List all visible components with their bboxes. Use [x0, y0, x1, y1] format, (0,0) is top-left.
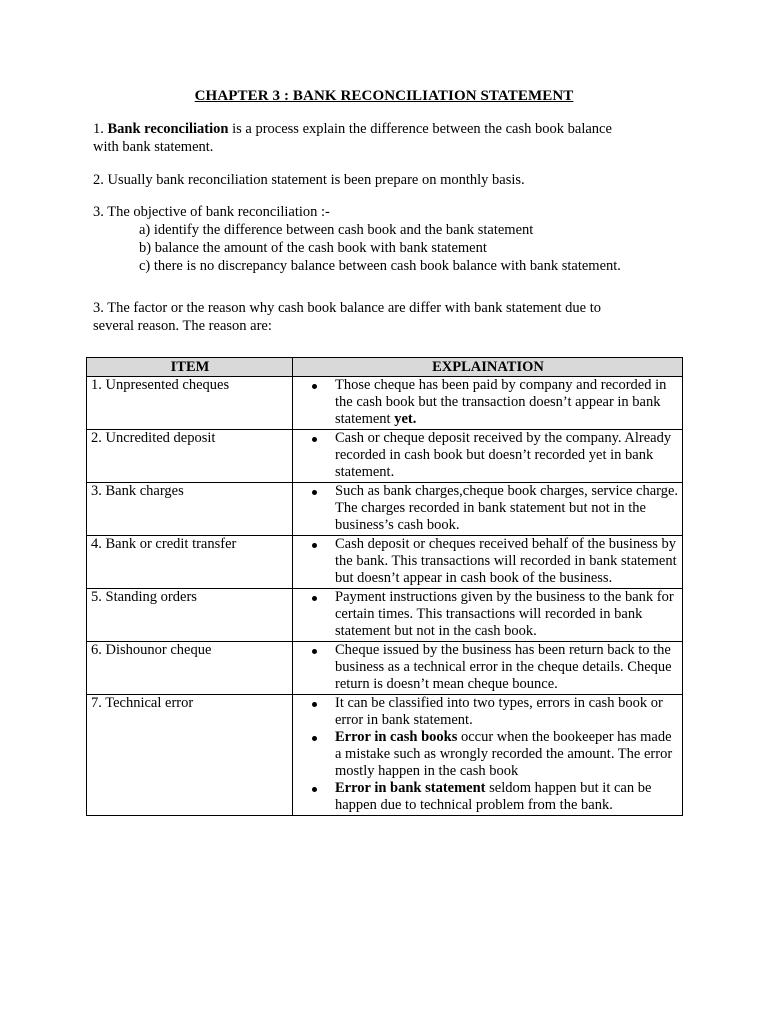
explanation-bold-term: Error in cash books	[335, 729, 458, 745]
explanation-list	[297, 377, 679, 428]
explanation-text: occur when the bookeeper has made a mistake such as wrongly recorded the amount. The error mostly happen in the cash book	[335, 729, 673, 779]
paragraph-4-line-1: 3. The factor or the reason why cash book balance are differ with bank statement due to	[93, 300, 601, 316]
explanation-point	[335, 642, 679, 693]
table-row	[87, 589, 683, 642]
paragraph-1-number: 1.	[93, 121, 108, 137]
table-row	[87, 377, 683, 430]
explanation-text: Cash deposit or cheques received behalf of the business by the bank. This transactions will recorded in bank statement but doesn’t appear in cash book of the business.	[335, 536, 677, 586]
objective-item-b: b) balance the amount of the cash book with bank statement	[139, 240, 487, 256]
explanation-point	[335, 430, 679, 481]
item-cell: 7. Technical error	[87, 695, 293, 816]
item-cell: 1. Unpresented cheques	[87, 377, 293, 430]
bullet-icon	[312, 702, 317, 707]
explanation-point	[335, 483, 679, 534]
explanation-list	[297, 642, 679, 693]
explanation-point	[335, 695, 679, 729]
explanation-cell	[293, 377, 683, 430]
explanation-list	[297, 695, 679, 814]
objective-item-c: c) there is no discrepancy balance between cash book balance with bank statement.	[139, 258, 621, 274]
explanation-cell	[293, 589, 683, 642]
bullet-icon	[312, 437, 317, 442]
explanation-text: Cheque issued by the business has been return back to the business as a technical error in the cheque details. Cheque return is doesn’t mean cheque bounce.	[335, 642, 672, 692]
explanation-text: Payment instructions given by the business to the bank for certain times. This transactions will recorded in bank statement but not in the cash book.	[335, 589, 674, 639]
explanation-text: Such as bank charges,cheque book charges, service charge. The charges recorded in bank statement but not in the business’s cash book.	[335, 483, 679, 533]
paragraph-1-term: Bank reconciliation	[107, 121, 229, 137]
explanation-list	[297, 536, 679, 587]
chapter-title: CHAPTER 3 : BANK RECONCILIATION STATEMENT	[194, 88, 574, 104]
explanation-point	[335, 780, 679, 814]
explanation-cell	[293, 536, 683, 589]
bullet-icon	[312, 543, 317, 548]
bullet-icon	[312, 649, 317, 654]
explanation-point	[335, 589, 679, 640]
item-cell: 3. Bank charges	[87, 483, 293, 536]
reconciliation-table	[86, 357, 683, 816]
explanation-text: Those cheque has been paid by company and recorded in the cash book but the transaction doesn’t appear in bank statement	[335, 377, 667, 427]
objective-item-a: a) identify the difference between cash book and the bank statement	[139, 222, 534, 238]
bullet-icon	[312, 384, 317, 389]
paragraph-4	[93, 299, 683, 335]
header-item: ITEM	[87, 358, 293, 377]
explanation-point	[335, 377, 679, 428]
bullet-icon	[312, 596, 317, 601]
paragraph-3	[93, 203, 683, 275]
explanation-point	[335, 536, 679, 587]
explanation-text: seldom happen but it can be happen due to technical problem from the bank.	[335, 780, 652, 813]
explanation-cell	[293, 430, 683, 483]
item-cell: 2. Uncredited deposit	[87, 430, 293, 483]
explanation-list	[297, 589, 679, 640]
table-row	[87, 642, 683, 695]
paragraph-1	[93, 120, 683, 156]
explanation-bold-term: Error in bank statement	[335, 780, 486, 796]
explanation-bold-tail: yet.	[394, 411, 417, 427]
item-cell: 6. Dishounor cheque	[87, 642, 293, 695]
explanation-cell	[293, 695, 683, 816]
bullet-icon	[312, 490, 317, 495]
paragraph-4-line-2: several reason. The reason are:	[93, 318, 272, 334]
header-explanation: EXPLAINATION	[293, 358, 683, 377]
explanation-text: Cash or cheque deposit received by the company. Already recorded in cash book but doesn’t recorded yet in bank statement.	[335, 430, 672, 480]
explanation-point	[335, 729, 679, 780]
table-row	[87, 536, 683, 589]
explanation-cell	[293, 642, 683, 695]
table-body	[87, 377, 683, 816]
table-header-row	[87, 358, 683, 377]
explanation-text: It can be classified into two types, errors in cash book or error in bank statement.	[335, 695, 663, 728]
table-row	[87, 483, 683, 536]
explanation-cell	[293, 483, 683, 536]
table-row	[87, 430, 683, 483]
table-row	[87, 695, 683, 816]
explanation-list	[297, 430, 679, 481]
paragraph-2: 2. Usually bank reconciliation statement is been prepare on monthly basis.	[93, 172, 525, 188]
explanation-list	[297, 483, 679, 534]
item-cell: 5. Standing orders	[87, 589, 293, 642]
bullet-icon	[312, 736, 317, 741]
paragraph-1-text-continued: with bank statement.	[93, 139, 214, 155]
objective-intro: 3. The objective of bank reconciliation :-	[93, 204, 330, 220]
paragraph-1-text: is a process explain the difference between the cash book balance	[228, 121, 612, 137]
item-cell: 4. Bank or credit transfer	[87, 536, 293, 589]
bullet-icon	[312, 787, 317, 792]
